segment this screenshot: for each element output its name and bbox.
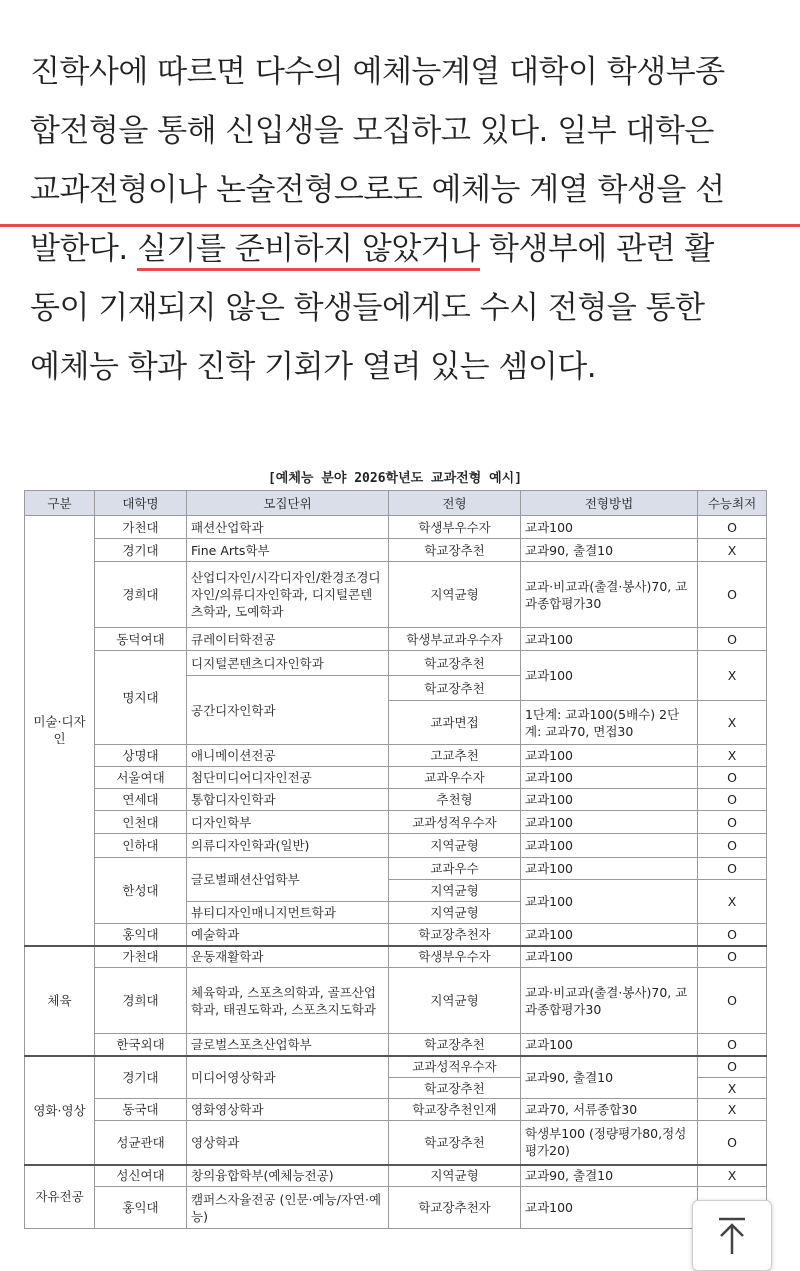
type-cell: 지역균형 — [389, 1165, 521, 1187]
type-cell: 학교장추천 — [389, 1034, 521, 1056]
type-cell: 교과우수자 — [389, 767, 521, 789]
dept-cell: 글로벌스포츠산업학부 — [187, 1034, 389, 1056]
min-cell: O — [698, 789, 767, 811]
article-line: 합전형을 통해 신입생을 모집하고 있다. 일부 대학은 — [30, 113, 714, 149]
univ-cell: 성균관대 — [95, 1121, 187, 1165]
method-cell: 교과100 — [521, 628, 698, 651]
method-cell: 교과100 — [521, 745, 698, 767]
min-cell: X — [698, 1165, 767, 1187]
article-line: 동이 기재되지 않은 학생들에게도 수시 전형을 통한 — [30, 290, 705, 326]
min-cell: O — [698, 562, 767, 628]
method-cell: 교과100 — [521, 924, 698, 946]
article-text: 학생부에 관련 활 — [479, 231, 714, 267]
article-body — [30, 52, 775, 406]
article-line: 예체능 학과 진학 기회가 열려 있는 셈이다. — [30, 349, 597, 385]
admission-table-figure — [24, 468, 766, 1229]
col-header: 대학명 — [95, 491, 187, 516]
min-cell: X — [698, 651, 767, 701]
highlighted-text: 실기를 준비하지 않았거나 — [137, 231, 480, 271]
method-cell: 교과100 — [521, 789, 698, 811]
dept-cell: Fine Arts학부 — [187, 539, 389, 562]
univ-cell: 경희대 — [95, 968, 187, 1034]
min-cell: X — [698, 539, 767, 562]
table-row — [25, 789, 767, 811]
article-line: 진학사에 따르면 다수의 예체능계열 대학이 학생부종 — [30, 54, 725, 90]
univ-cell: 가천대 — [95, 946, 187, 968]
arrow-up-icon — [715, 1216, 749, 1256]
dept-cell: 영상학과 — [187, 1121, 389, 1165]
min-cell: X — [698, 880, 767, 924]
scroll-to-top-button[interactable] — [692, 1200, 772, 1271]
type-cell: 학교장추천 — [389, 539, 521, 562]
univ-cell: 성신여대 — [95, 1165, 187, 1187]
dept-cell: 의류디자인학과(일반) — [187, 834, 389, 858]
type-cell: 학생부교과우수자 — [389, 628, 521, 651]
method-cell: 교과90, 출결10 — [521, 539, 698, 562]
min-cell: O — [698, 516, 767, 539]
univ-cell: 인천대 — [95, 811, 187, 834]
article-line: 교과전형이나 논술전형으로도 예체능 계열 학생을 선 — [30, 172, 725, 208]
table-row — [25, 1187, 767, 1229]
dept-cell: 운동재활학과 — [187, 946, 389, 968]
col-header: 구분 — [25, 491, 95, 516]
type-cell: 교과면접 — [389, 701, 521, 745]
table-row — [25, 767, 767, 789]
type-cell: 지역균형 — [389, 880, 521, 902]
univ-cell: 홍익대 — [95, 924, 187, 946]
method-cell: 학생부100 (정량평가80,정성평가20) — [521, 1121, 698, 1165]
dept-cell: 패션산업학과 — [187, 516, 389, 539]
method-cell: 교과100 — [521, 880, 698, 924]
univ-cell: 경희대 — [95, 562, 187, 628]
dept-cell: 큐레이터학전공 — [187, 628, 389, 651]
min-cell: X — [698, 1078, 767, 1099]
admission-table — [24, 490, 767, 1229]
dept-cell: 산업디자인/시각디자인/환경조경디자인/의류디자인학과, 디지털콘텐츠학과, 도예학과 — [187, 562, 389, 628]
method-cell: 교과·비교과(출결·봉사)70, 교과종합평가30 — [521, 562, 698, 628]
table-row — [25, 516, 767, 539]
method-cell: 교과100 — [521, 1187, 698, 1229]
type-cell: 교과성적우수자 — [389, 1056, 521, 1078]
univ-cell: 경기대 — [95, 1056, 187, 1099]
type-cell: 학교장추천 — [389, 676, 521, 701]
table-row — [25, 858, 767, 880]
col-header: 수능최저 — [698, 491, 767, 516]
table-row — [25, 1099, 767, 1121]
type-cell: 지역균형 — [389, 968, 521, 1034]
table-row — [25, 924, 767, 946]
univ-cell: 홍익대 — [95, 1187, 187, 1229]
dept-cell: 캠퍼스자율전공 (인문·예능/자연·예능) — [187, 1187, 389, 1229]
method-cell: 교과100 — [521, 811, 698, 834]
type-cell: 교과성적우수자 — [389, 811, 521, 834]
table-row — [25, 811, 767, 834]
dept-cell: 체육학과, 스포츠의학과, 골프산업학과, 태권도학과, 스포츠지도학과 — [187, 968, 389, 1034]
dept-cell: 미디어영상학과 — [187, 1056, 389, 1099]
table-row — [25, 1034, 767, 1056]
univ-cell: 한성대 — [95, 858, 187, 924]
type-cell: 추천형 — [389, 789, 521, 811]
method-cell: 교과90, 출결10 — [521, 1165, 698, 1187]
univ-cell: 경기대 — [95, 539, 187, 562]
dept-cell: 애니메이션전공 — [187, 745, 389, 767]
dept-cell: 통합디자인학과 — [187, 789, 389, 811]
category-cell: 영화·영상 — [25, 1056, 95, 1165]
type-cell: 학생부우수자 — [389, 946, 521, 968]
dept-cell: 첨단미디어디자인전공 — [187, 767, 389, 789]
table-header-row — [25, 491, 767, 516]
table-row — [25, 1056, 767, 1078]
min-cell: O — [698, 946, 767, 968]
method-cell: 교과100 — [521, 1034, 698, 1056]
univ-cell: 서울여대 — [95, 767, 187, 789]
dept-cell: 영화영상학과 — [187, 1099, 389, 1121]
min-cell: O — [698, 1056, 767, 1078]
min-cell: O — [698, 858, 767, 880]
method-cell: 교과100 — [521, 767, 698, 789]
method-cell: 교과70, 서류종합30 — [521, 1099, 698, 1121]
method-cell: 1단계: 교과100(5배수) 2단계: 교과70, 면접30 — [521, 701, 698, 745]
category-cell: 체육 — [25, 946, 95, 1056]
dept-cell: 창의융합학부(예체능전공) — [187, 1165, 389, 1187]
min-cell: O — [698, 1034, 767, 1056]
univ-cell: 동덕여대 — [95, 628, 187, 651]
univ-cell: 가천대 — [95, 516, 187, 539]
dept-cell: 글로벌패션산업학부 — [187, 858, 389, 902]
univ-cell: 연세대 — [95, 789, 187, 811]
method-cell: 교과·비교과(출결·봉사)70, 교과종합평가30 — [521, 968, 698, 1034]
table-row — [25, 1121, 767, 1165]
col-header: 전형방법 — [521, 491, 698, 516]
dept-cell: 디지털콘텐츠디자인학과 — [187, 651, 389, 676]
type-cell: 학생부우수자 — [389, 516, 521, 539]
method-cell: 교과100 — [521, 858, 698, 880]
type-cell: 학교장추천 — [389, 1121, 521, 1165]
type-cell: 지역균형 — [389, 834, 521, 858]
method-cell: 교과100 — [521, 651, 698, 701]
dept-cell: 공간디자인학과 — [187, 676, 389, 745]
univ-cell: 인하대 — [95, 834, 187, 858]
dept-cell: 예술학과 — [187, 924, 389, 946]
type-cell: 학교장추천자 — [389, 924, 521, 946]
type-cell: 고교추천 — [389, 745, 521, 767]
red-annotation-line — [0, 224, 800, 227]
col-header: 전형 — [389, 491, 521, 516]
article-line — [30, 229, 775, 288]
type-cell: 교과우수 — [389, 858, 521, 880]
table-row — [25, 834, 767, 858]
dept-cell: 뷰티디자인매니지먼트학과 — [187, 902, 389, 924]
table-row — [25, 651, 767, 676]
table-row — [25, 946, 767, 968]
article-text: 발한다. — [30, 231, 138, 267]
table-row — [25, 539, 767, 562]
method-cell: 교과100 — [521, 834, 698, 858]
type-cell: 학교장추천자 — [389, 1187, 521, 1229]
type-cell: 지역균형 — [389, 562, 521, 628]
min-cell: X — [698, 745, 767, 767]
type-cell: 지역균형 — [389, 902, 521, 924]
table-title: [예체능 분야 2026학년도 교과전형 예시] — [267, 471, 523, 486]
min-cell: O — [698, 968, 767, 1034]
min-cell: O — [698, 628, 767, 651]
method-cell: 교과100 — [521, 946, 698, 968]
dept-cell: 디자인학부 — [187, 811, 389, 834]
min-cell: X — [698, 701, 767, 745]
univ-cell: 한국외대 — [95, 1034, 187, 1056]
min-cell: O — [698, 834, 767, 858]
univ-cell: 동국대 — [95, 1099, 187, 1121]
min-cell: O — [698, 1121, 767, 1165]
table-row — [25, 968, 767, 1034]
table-row — [25, 628, 767, 651]
min-cell: O — [698, 767, 767, 789]
type-cell: 학교장추천인재 — [389, 1099, 521, 1121]
univ-cell: 명지대 — [95, 651, 187, 745]
min-cell: X — [698, 1099, 767, 1121]
method-cell: 교과90, 출결10 — [521, 1056, 698, 1099]
type-cell: 학교장추천 — [389, 1078, 521, 1099]
table-row — [25, 1165, 767, 1187]
type-cell: 학교장추천 — [389, 651, 521, 676]
univ-cell: 상명대 — [95, 745, 187, 767]
table-row — [25, 745, 767, 767]
method-cell: 교과100 — [521, 516, 698, 539]
category-cell: 자유전공 — [25, 1165, 95, 1229]
min-cell: O — [698, 924, 767, 946]
category-cell: 미술·디자인 — [25, 516, 95, 946]
col-header: 모집단위 — [187, 491, 389, 516]
min-cell: O — [698, 811, 767, 834]
table-row — [25, 562, 767, 628]
